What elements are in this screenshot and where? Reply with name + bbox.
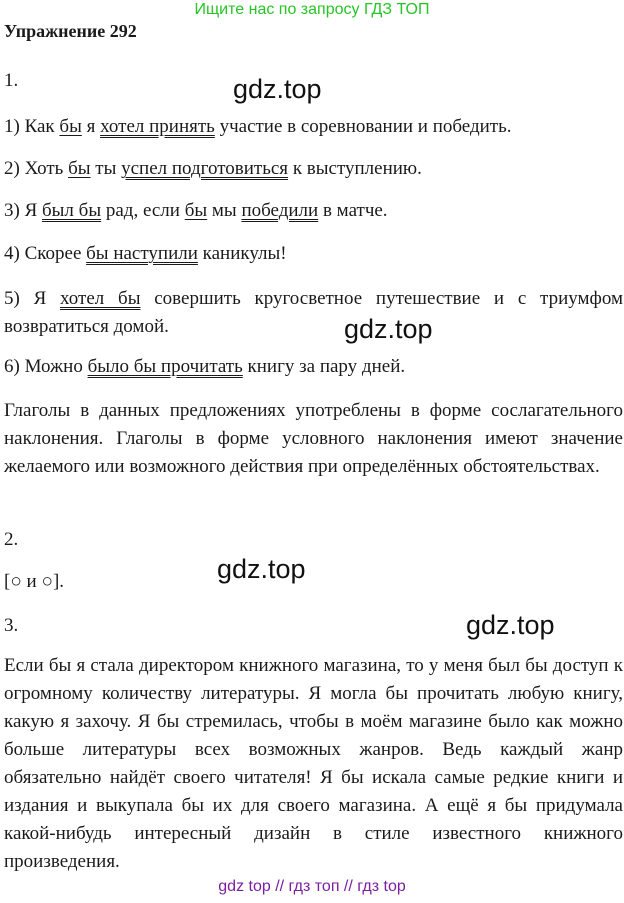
particle-underlined: бы	[59, 116, 82, 137]
sentence-text: мы	[207, 200, 242, 221]
particle-underlined: бы	[184, 200, 208, 221]
essay-paragraph: Если бы я стала директором книжного магазина, то у меня был бы доступ к огромному количеству литературы. Я могла бы прочитать любую книгу, какую я захочу. Я бы стремилась, чтобы в моём магазине было как можно больше литературы всех возможных жанров. Ведь каждый жанр обязательно найдёт своего читателя! Я бы искала самые редкие книги и издания и выкупала бы их для своего магазина. А ещё я бы придумала какой-нибудь интересный дизайн в стиле известного книжного произведения.	[4, 655, 623, 872]
section-number-3: 3.	[4, 615, 19, 636]
verb-underlined: был бы	[42, 200, 102, 221]
sentence-text: участие в соревновании и победить.	[214, 116, 512, 137]
sentence-scheme: [○ и ○].	[4, 571, 65, 592]
verb-underlined: бы наступили	[86, 243, 198, 264]
watermark: gdz.top	[217, 554, 306, 584]
verb-underlined: было бы прочитать	[87, 356, 243, 377]
watermark: gdz.top	[344, 314, 433, 344]
section-number-1: 1.	[4, 70, 19, 91]
sentence-text: 6) Можно	[4, 356, 88, 377]
sentence-4	[4, 243, 287, 265]
sentence-text: 2) Хоть	[4, 158, 69, 179]
sentence-3	[4, 200, 388, 222]
particle-underlined: бы	[68, 158, 91, 179]
watermark: gdz.top	[466, 610, 555, 640]
sentence-6	[4, 356, 405, 378]
sentence-text: совершить кругосветное путешествие и с триумфом возвратиться домой.	[4, 288, 623, 337]
search-banner: Ищите нас по запросу ГДЗ ТОП	[194, 1, 430, 18]
sentence-text: рад, если	[101, 200, 185, 221]
verb-underlined: успел подготовиться	[121, 158, 289, 179]
sentence-text: ты	[90, 158, 122, 179]
sentence-text: 5) Я	[4, 288, 61, 309]
exercise-title: Упражнение 292	[4, 21, 137, 41]
section-number-2: 2.	[4, 529, 19, 550]
sentence-text: в матче.	[318, 200, 388, 221]
verb-underlined: победили	[241, 200, 319, 221]
footer-links: gdz top // гдз топ // гдз top	[218, 878, 406, 895]
verb-underlined: хотел бы	[60, 288, 141, 309]
sentence-2	[4, 158, 422, 180]
sentence-text: я	[81, 116, 101, 137]
sentence-text: книгу за пару дней.	[242, 356, 406, 377]
sentence-text: 1) Как	[4, 116, 60, 137]
sentence-text: к выступлению.	[288, 158, 422, 179]
explanation-paragraph: Глаголы в данных предложениях употреблены в форме сослагательного наклонения. Глаголы в форме условного наклонения имеют значение желаемого или возможного действия при определённых обстоятельствах.	[4, 400, 623, 477]
sentence-1	[4, 116, 512, 138]
watermark: gdz.top	[233, 74, 322, 104]
verb-underlined: хотел принять	[100, 116, 215, 137]
sentence-5	[4, 285, 623, 341]
sentence-text: 4) Скорее	[4, 243, 87, 264]
sentence-text: 3) Я	[4, 200, 42, 221]
sentence-text: каникулы!	[197, 243, 287, 264]
